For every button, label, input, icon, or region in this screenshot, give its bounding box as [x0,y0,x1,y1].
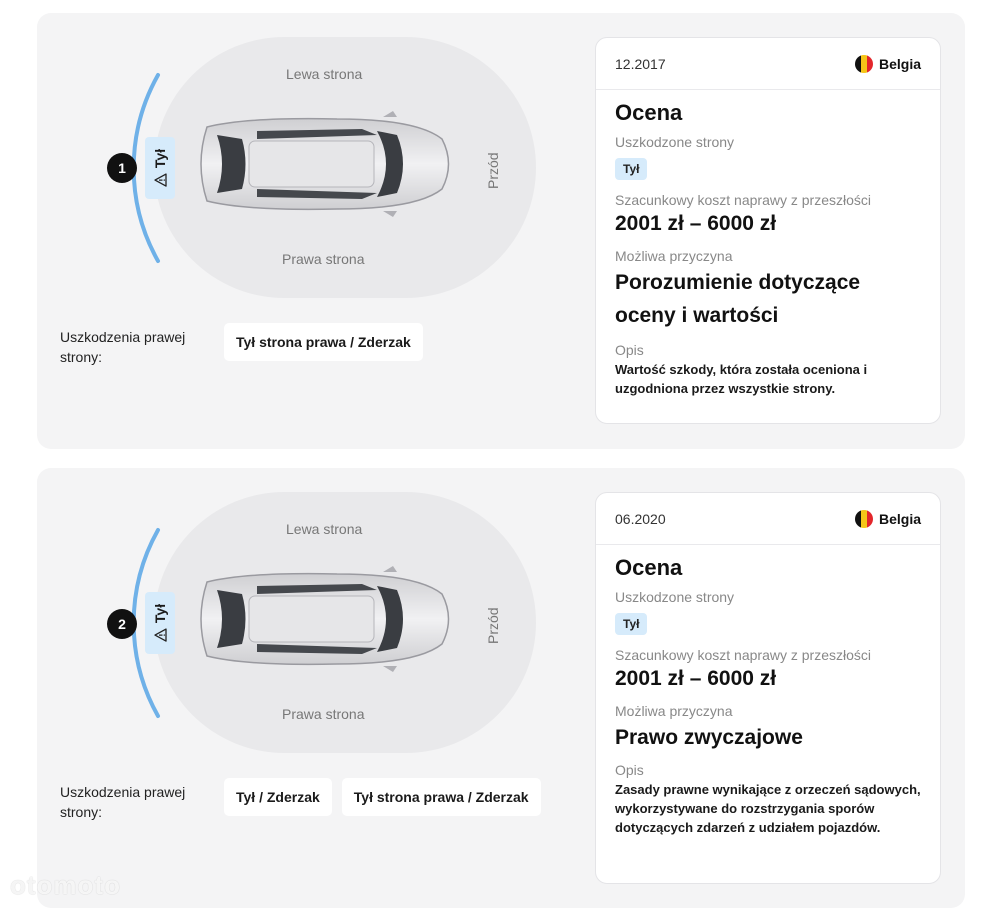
damage-summary-label: Uszkodzenia prawej strony: [60,329,186,365]
card-header [596,493,940,545]
repair-cost: 2001 zł – 6000 zł [615,212,777,235]
description-label: Opis [615,762,644,778]
event-date: 06.2020 [615,510,666,527]
rear-damage-tag[interactable] [145,592,175,654]
damage-chip: Tył / Zderzak [224,778,332,816]
card-header [596,38,940,90]
description: Zasady prawne wynikające z orzeczeń sądowych, wykorzystywane do rozstrzygania sporów dotyczących zdarzeń z udziałem pojazdów. [615,782,921,835]
possible-cause: Porozumienie dotyczące oceny i wartości [615,271,861,327]
car-damage-diagram [37,13,597,313]
repair-cost: 2001 zł – 6000 zł [615,667,777,690]
country [855,55,921,73]
rear-tag-label: Tył [152,603,168,624]
right-side-label: Prawa strona [282,251,365,267]
belgium-flag-icon [855,55,873,73]
left-side-label: Lewa strona [286,521,363,537]
belgium-flag-icon [855,510,873,528]
damaged-sides-label: Uszkodzone strony [615,134,735,150]
car-top-view-icon [187,564,457,674]
cause-label: Możliwa przyczyna [615,703,733,719]
watermark-logo: otomoto [10,870,121,900]
damage-event-1 [37,13,965,449]
right-side-label: Prawa strona [282,706,365,722]
car-top-view-icon [187,109,457,219]
possible-cause: Prawo zwyczajowe [615,726,803,749]
damaged-side-pill: Tył [615,613,647,635]
damage-chip: Tył strona prawa / Zderzak [342,778,541,816]
car-damage-diagram [37,468,597,768]
rear-damage-tag[interactable] [145,137,175,199]
event-date: 12.2017 [615,55,666,72]
cause-label: Możliwa przyczyna [615,248,733,264]
card-title: Ocena [615,100,683,125]
warning-icon [154,173,167,187]
country-name: Belgia [878,510,921,527]
damage-summary-row [60,323,423,367]
event-number-badge: 1 [107,153,137,183]
damage-event-2 [37,468,965,908]
country [855,510,921,528]
damage-summary-row [60,778,541,822]
event-details-card [595,492,941,884]
cost-label: Szacunkowy koszt naprawy z przeszłości [615,192,871,208]
description: Wartość szkody, która została oceniona i uzgodniona przez wszystkie strony. [615,362,868,396]
front-label: Przód [485,152,501,189]
damaged-side-pill: Tył [615,158,647,180]
rear-tag-label: Tył [152,148,168,169]
damage-summary-label: Uszkodzenia prawej strony: [60,784,186,820]
card-title: Ocena [615,555,683,580]
description-label: Opis [615,342,644,358]
event-details-card [595,37,941,424]
warning-icon [154,628,167,642]
country-name: Belgia [878,55,921,72]
left-side-label: Lewa strona [286,66,363,82]
damage-chip: Tył strona prawa / Zderzak [224,323,423,361]
damaged-sides-label: Uszkodzone strony [615,589,735,605]
cost-label: Szacunkowy koszt naprawy z przeszłości [615,647,871,663]
front-label: Przód [485,607,501,644]
event-number-badge: 2 [107,609,137,639]
